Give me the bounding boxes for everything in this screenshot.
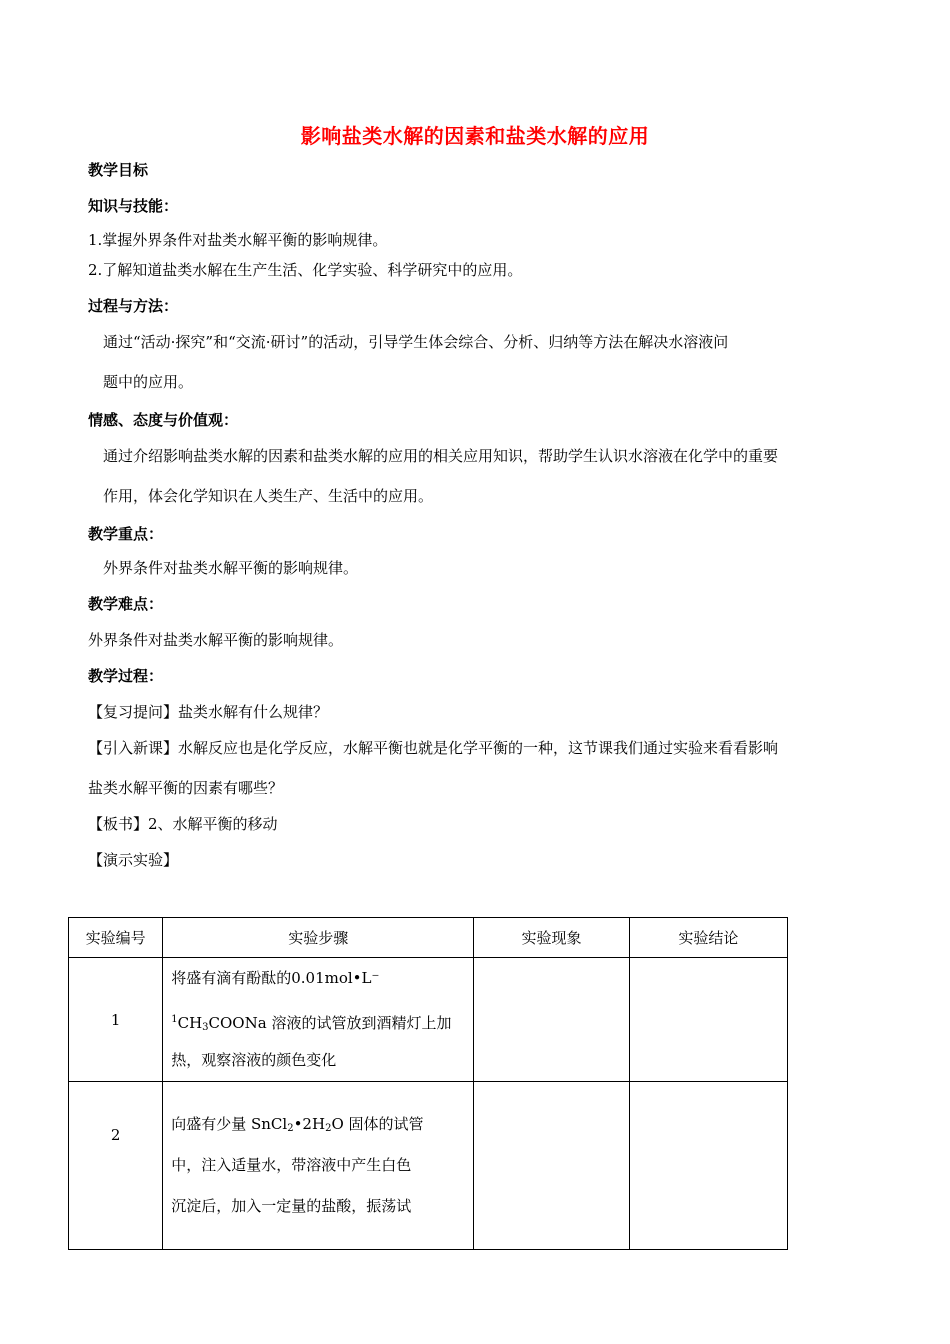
board-note: 【板书】2、水解平衡的移动: [88, 815, 278, 833]
formula-part: O 固体的试管: [331, 1115, 424, 1133]
step-line: [171, 1104, 465, 1145]
subscript: 3: [202, 1022, 209, 1033]
intro-paragraph-line: 盐类水解平衡的因素有哪些？: [88, 779, 284, 797]
knowledge-heading: 知识与技能：: [88, 197, 179, 215]
document-title: 影响盐类水解的因素和盐类水解的应用: [300, 124, 650, 148]
table-row: [69, 1082, 788, 1250]
key-point-heading: 教学重点：: [88, 525, 164, 543]
experiment-number: 1: [69, 958, 163, 1082]
demo-label: 【演示实验】: [88, 851, 179, 869]
table-row: [69, 958, 788, 1082]
emotion-paragraph-line: 作用，体会化学知识在人类生产、生活中的应用。: [103, 487, 434, 505]
experiment-steps: [163, 958, 474, 1082]
superscript: 1: [171, 1014, 178, 1025]
header-experiment-steps: 实验步骤: [163, 918, 474, 958]
objectives-heading: 教学目标: [88, 161, 149, 179]
difficult-point-heading: 教学难点：: [88, 595, 164, 613]
formula-part: •2H: [293, 1115, 326, 1133]
emotion-paragraph-line: 通过介绍影响盐类水解的因素和盐类水解的应用的相关应用知识，帮助学生认识水溶液在化学中的重要: [103, 447, 779, 465]
experiment-conclusion: [629, 1082, 787, 1250]
emotion-heading: 情感、态度与价值观：: [88, 411, 239, 429]
process-paragraph-line: 题中的应用。: [103, 373, 194, 391]
key-point-text: 外界条件对盐类水解平衡的影响规律。: [103, 559, 359, 577]
formula-part: COONa 溶液的试管放到酒精灯上加: [208, 1014, 452, 1032]
procedure-heading: 教学过程：: [88, 667, 164, 685]
step-line: 将盛有滴有酚酞的0.01mol•L⁻: [171, 969, 380, 987]
experiment-phenomenon: [474, 958, 629, 1082]
step-line: 沉淀后，加入一定量的盐酸，振荡试: [171, 1197, 412, 1215]
process-heading: 过程与方法：: [88, 297, 179, 315]
intro-paragraph-line: 【引入新课】水解反应也是化学反应，水解平衡也就是化学平衡的一种，这节课我们通过实验来看看影响: [88, 739, 779, 757]
step-line: 中，注入适量水，带溶液中产生白色: [171, 1156, 412, 1174]
formula-part: CH: [177, 1014, 203, 1032]
knowledge-item: 1.掌握外界条件对盐类水解平衡的影响规律。: [88, 231, 388, 249]
header-experiment-phenomenon: 实验现象: [474, 918, 629, 958]
header-experiment-conclusion: 实验结论: [629, 918, 787, 958]
experiment-conclusion: [629, 958, 787, 1082]
header-experiment-number: 实验编号: [69, 918, 163, 958]
experiment-steps: [163, 1082, 474, 1250]
table-header-row: [69, 918, 788, 958]
step-line: [171, 999, 465, 1040]
review-question: 【复习提问】盐类水解有什么规律？: [88, 703, 329, 721]
experiment-number: 2: [69, 1082, 163, 1250]
formula-part: 向盛有少量 SnCl: [171, 1115, 288, 1133]
knowledge-item: 2.了解知道盐类水解在生产生活、化学实验、科学研究中的应用。: [88, 261, 523, 279]
difficult-point-text: 外界条件对盐类水解平衡的影响规律。: [88, 631, 344, 649]
process-paragraph-line: 通过“活动·探究”和“交流·研讨”的活动，引导学生体会综合、分析、归纳等方法在解决水溶液问: [103, 333, 729, 351]
subscript: 2: [287, 1123, 294, 1134]
experiment-table: [68, 917, 788, 1250]
subscript: 2: [325, 1123, 332, 1134]
experiment-phenomenon: [474, 1082, 629, 1250]
step-line: 热，观察溶液的颜色变化: [171, 1051, 337, 1069]
